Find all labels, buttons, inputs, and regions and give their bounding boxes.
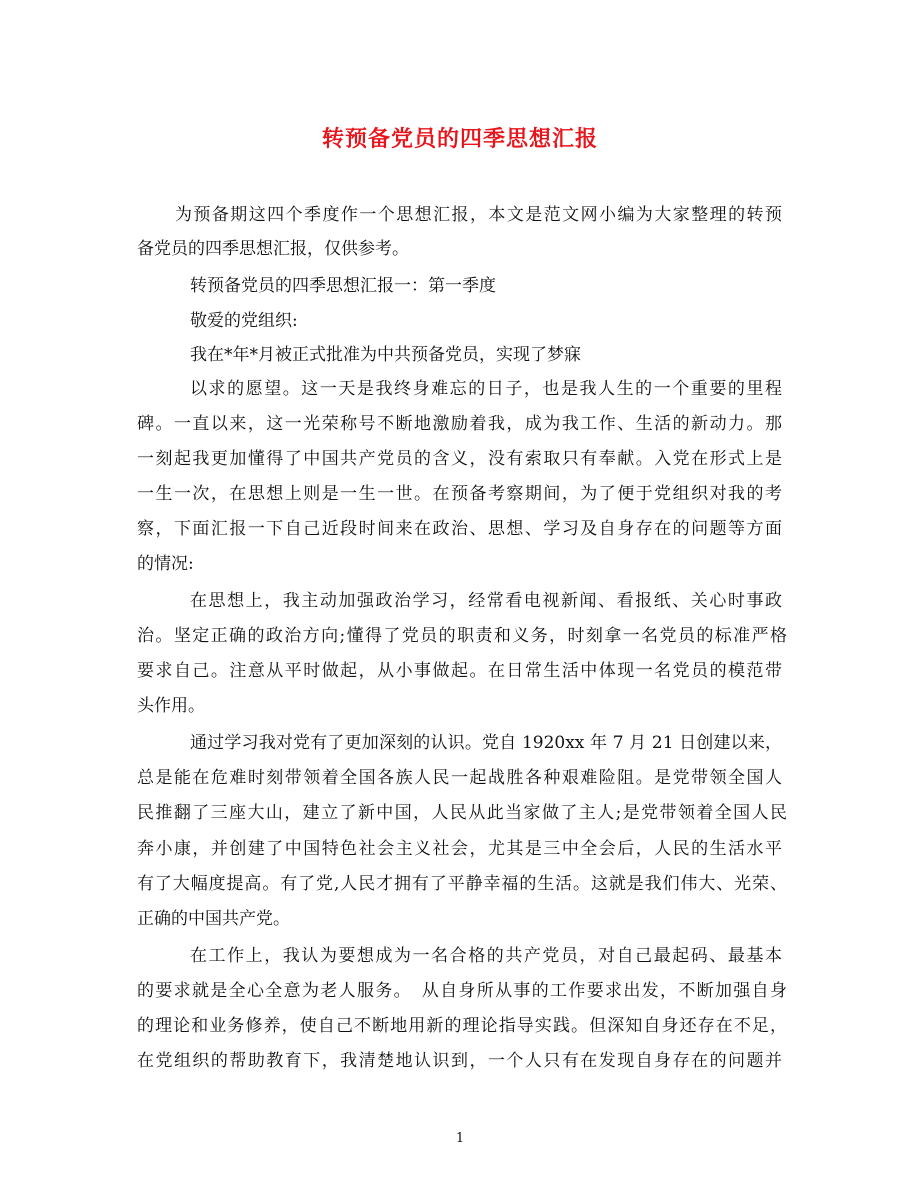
page-number: 1 xyxy=(455,1131,465,1146)
text-line: 一刻起我更加懂得了中国共产党员的含义，没有索取只有奉献。入党在形式上是 xyxy=(137,449,782,469)
text-line: 我在*年*月被正式批准为中共预备党员，实现了梦寐 xyxy=(190,345,581,365)
text-line: 的理论和业务修养，使自己不断地用新的理论指导实践。但深知自身还存在不足， xyxy=(137,1016,787,1036)
text-line: 通过学习我对党有了更加深刻的认识。党自 1920xx 年 7 月 21 日创建以来， xyxy=(190,733,782,753)
text-line: 头作用。 xyxy=(137,696,205,716)
text-line: 有了大幅度提高。有了党,人民才拥有了平静幸福的生活。这就是我们伟大、光荣、 xyxy=(137,874,787,894)
subheading: 转预备党员的四季思想汇报一：第一季度 xyxy=(190,276,496,296)
text-line: 察，下面汇报一下自己近段时间来在政治、思想、学习及自身存在的问题等方面 xyxy=(137,519,782,539)
text-line: 为预备期这四个季度作一个思想汇报，本文是范文网小编为大家整理的转预 xyxy=(175,205,782,225)
text-line: 奔小康，并创建了中国特色社会主义社会，尤其是三中全会后，人民的生活水平 xyxy=(137,839,782,859)
text-line: 以求的愿望。这一天是我终身难忘的日子，也是我人生的一个重要的里程 xyxy=(190,379,782,399)
text-line: 一生一次，在思想上则是一生一世。在预备考察期间，为了便于党组织对我的考 xyxy=(137,484,782,504)
text-line: 要求自己。注意从平时做起，从小事做起。在日常生活中体现一名党员的模范带 xyxy=(137,661,782,681)
text-line: 在党组织的帮助教育下，我清楚地认识到，一个人只有在发现自身存在的问题并 xyxy=(137,1051,782,1071)
text-line: 的情况: xyxy=(137,554,194,574)
text-line: 在思想上，我主动加强政治学习，经常看电视新闻、看报纸、关心时事政 xyxy=(190,591,782,611)
text-line: 的要求就是全心全意为老人服务。 从自身所从事的工作要求出发，不断加强自身 xyxy=(137,981,787,1001)
text-line: 治。坚定正确的政治方向;懂得了党员的职责和义务，时刻拿一名党员的标准严格 xyxy=(137,626,787,646)
text-line: 正确的中国共产党。 xyxy=(137,909,290,929)
text-line: 民推翻了三座大山，建立了新中国，人民从此当家做了主人;是党带领着全国人民 xyxy=(137,803,787,823)
text-line: 在工作上，我认为要想成为一名合格的共产党员，对自己最起码、最基本 xyxy=(190,946,782,966)
text-line: 总是能在危难时刻带领着全国各族人民一起战胜各种艰难险阻。是党带领全国人 xyxy=(137,768,782,788)
salutation: 敬爱的党组织: xyxy=(190,311,298,331)
text-line: 碑。一直以来，这一光荣称号不断地激励着我，成为我工作、生活的新动力。那 xyxy=(137,414,782,434)
document-title: 转预备党员的四季思想汇报 xyxy=(321,126,598,152)
text-line: 备党员的四季思想汇报，仅供参考。 xyxy=(137,239,409,259)
